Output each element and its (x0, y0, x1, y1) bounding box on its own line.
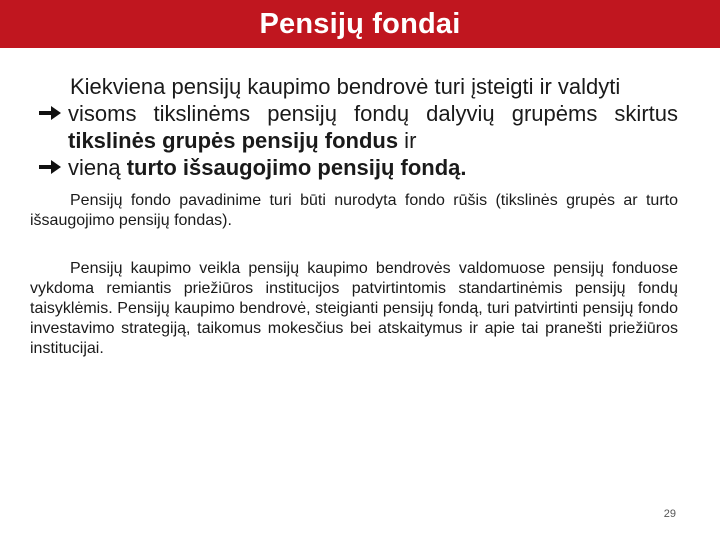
bullet-item (30, 100, 678, 154)
intro-paragraph (30, 73, 678, 100)
bullet-bold-text: tikslinės grupės pensijų fondus (68, 128, 399, 153)
bullet-text: visoms tikslinėms pensijų fondų dalyvių grupėms skirtus (68, 101, 678, 126)
page-number: 29 (663, 508, 676, 520)
slide-title: Pensijų fondai (259, 7, 461, 40)
bullet-text-end: ir (398, 128, 417, 153)
pension-activity-paragraph: Pensijų kaupimo veikla pensijų kaupimo bendrovės valdomuose pensijų fonduose vykdoma remiantis priežiūros institucijos patvirtintomis standartinėmis pensijų fondų taisyklėmis. Pensijų kaupimo bendrovė, steigianti pensijų fondą, turi patvirtinti pensijų fondo investavimo strategiją, taikomus mokesčius bei atskaitymus ir apie tai pranešti priežiūros institucijai. (30, 260, 678, 357)
title-bar (0, 0, 720, 48)
slide-content (30, 73, 678, 359)
bullet-bold-text: turto išsaugojimo pensijų fondą. (126, 155, 467, 180)
arrow-right-icon (38, 104, 62, 122)
arrow-right-icon (38, 158, 62, 176)
bullet-list (30, 100, 678, 181)
fund-name-paragraph: Pensijų fondo pavadinime turi būti nurodyta fondo rūšis (tikslinės grupės ar turto išsaugojimo pensijų fondas). (30, 192, 678, 229)
bullet-item (30, 154, 678, 181)
intro-text: Kiekviena pensijų kaupimo bendrovė turi įsteigti ir valdyti (70, 74, 621, 99)
bullet-text: vieną (68, 155, 127, 180)
